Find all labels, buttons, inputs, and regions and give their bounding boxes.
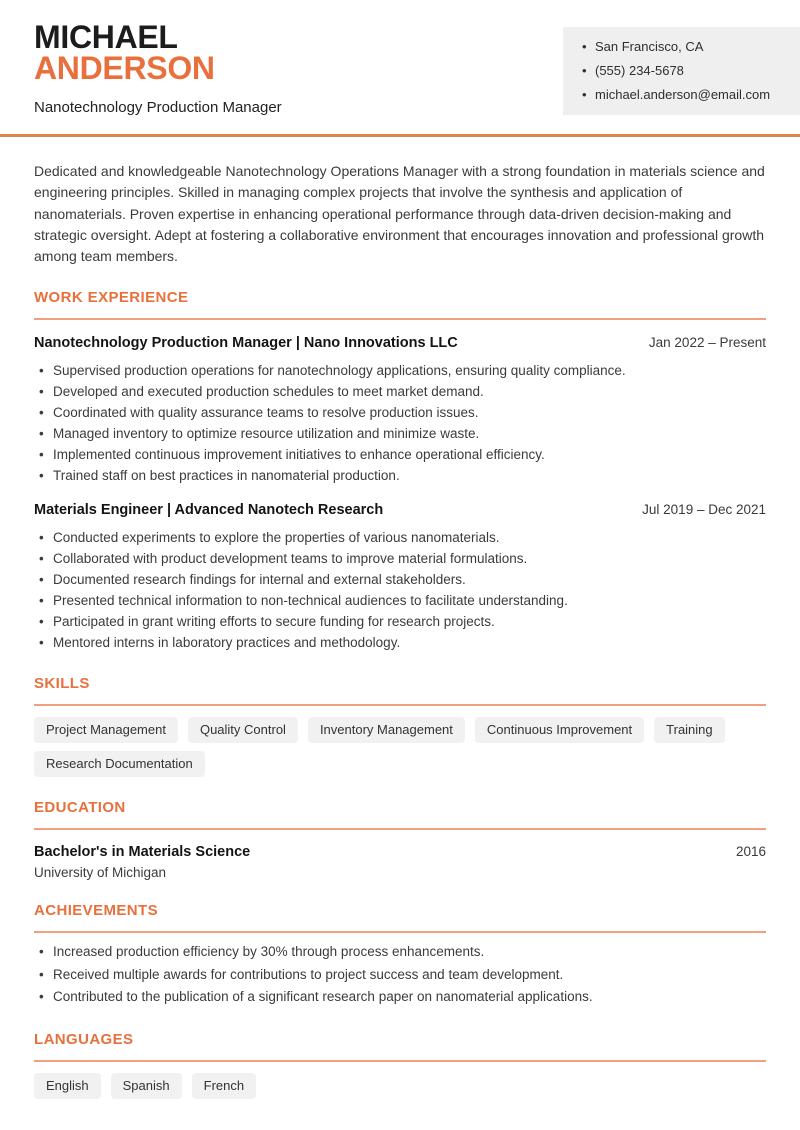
education-entry — [34, 844, 766, 860]
bullet-item: • Implemented continuous improvement initiatives to enhance operational efficiency. — [39, 444, 766, 465]
language-tag: French — [192, 1073, 256, 1099]
job-dates: Jul 2019 – Dec 2021 — [642, 502, 766, 518]
header-job-title: Nanotechnology Production Manager — [34, 99, 282, 116]
achievement-bullet-list — [34, 941, 766, 1009]
skill-tag: Continuous Improvement — [475, 717, 644, 743]
language-tag-list — [34, 1073, 766, 1099]
job-entry — [34, 502, 766, 653]
job-title: Nanotechnology Production Manager | Nano Innovations LLC — [34, 335, 458, 352]
bullet-item: • Collaborated with product development teams to improve material formulations. — [39, 548, 766, 569]
candidate-name — [34, 19, 215, 86]
section-title-achievements: ACHIEVEMENTS — [34, 902, 158, 920]
bullet-item: • Contributed to the publication of a significant research paper on nanomaterial applications. — [39, 986, 766, 1009]
job-dates: Jan 2022 – Present — [648, 335, 766, 351]
section-achievements — [34, 902, 766, 1009]
skill-tag: Research Documentation — [34, 751, 205, 777]
job-title: Materials Engineer | Advanced Nanotech Research — [34, 502, 384, 519]
name-last-line: ANDERSON — [34, 50, 215, 86]
job-bullet-list — [34, 360, 766, 486]
section-languages — [34, 1031, 766, 1099]
bullet-item: • Documented research findings for internal and external stakeholders. — [39, 569, 766, 590]
job-entry — [34, 335, 766, 486]
section-rule — [34, 931, 766, 933]
education-year: 2016 — [735, 844, 766, 860]
bullet-item: • Trained staff on best practices in nanomaterial production. — [39, 465, 766, 486]
language-tag: English — [34, 1073, 101, 1099]
education-degree: Bachelor's in Materials Science — [34, 844, 251, 861]
section-rule — [34, 828, 766, 830]
resume-body — [0, 161, 800, 1099]
skill-tag-list — [34, 717, 766, 777]
education-school: University of Michigan — [34, 865, 167, 881]
header-divider — [0, 134, 800, 137]
bullet-item: • Received multiple awards for contributions to project success and team development. — [39, 964, 766, 987]
bullet-item: • Presented technical information to non-technical audiences to facilitate understanding. — [39, 590, 766, 611]
bullet-item: • Conducted experiments to explore the properties of various nanomaterials. — [39, 527, 766, 548]
section-title-languages: LANGUAGES — [34, 1030, 134, 1048]
job-header — [34, 502, 766, 519]
skill-tag: Inventory Management — [308, 717, 465, 743]
skill-tag: Training — [654, 717, 724, 743]
section-title-work-experience: WORK EXPERIENCE — [34, 289, 189, 307]
summary-text: Dedicated and knowledgeable Nanotechnology Operations Manager with a strong foundation in materials science and engineering principles. Skilled in managing complex projects that involve the synthesis and application of nanomaterials. Proven expertise in enhancing operational performance through data-driven decision-making and strategic oversight. Adept at fostering a collaborative environment that encourages innovation and professional growth among team members. — [34, 163, 765, 265]
name-first-line: MICHAEL — [34, 19, 178, 55]
skill-tag: Project Management — [34, 717, 178, 743]
job-header — [34, 335, 766, 352]
section-title-skills: SKILLS — [34, 675, 90, 693]
bullet-item: • Coordinated with quality assurance teams to resolve production issues. — [39, 402, 766, 423]
job-bullet-list — [34, 527, 766, 653]
section-skills — [34, 675, 766, 777]
bullet-item: • Mentored interns in laboratory practices and methodology. — [39, 632, 766, 653]
section-rule — [34, 1060, 766, 1062]
skill-tag: Quality Control — [188, 717, 298, 743]
section-rule — [34, 704, 766, 706]
section-rule — [34, 318, 766, 320]
bullet-item: • Supervised production operations for nanotechnology applications, ensuring quality compliance. — [39, 360, 766, 381]
resume-header — [0, 0, 800, 137]
bullet-item: • Managed inventory to optimize resource utilization and minimize waste. — [39, 423, 766, 444]
contact-card — [563, 27, 800, 115]
section-work-experience — [34, 289, 766, 653]
bullet-item: • Participated in grant writing efforts to secure funding for research projects. — [39, 611, 766, 632]
contact-location: • San Francisco, CA — [582, 35, 788, 59]
section-education — [34, 799, 766, 880]
bullet-item: • Developed and executed production schedules to meet market demand. — [39, 381, 766, 402]
contact-email: • michael.anderson@email.com — [582, 83, 788, 107]
section-title-education: EDUCATION — [34, 799, 126, 817]
contact-phone: • (555) 234-5678 — [582, 59, 788, 83]
bullet-item: • Increased production efficiency by 30% through process enhancements. — [39, 941, 766, 964]
language-tag: Spanish — [111, 1073, 182, 1099]
